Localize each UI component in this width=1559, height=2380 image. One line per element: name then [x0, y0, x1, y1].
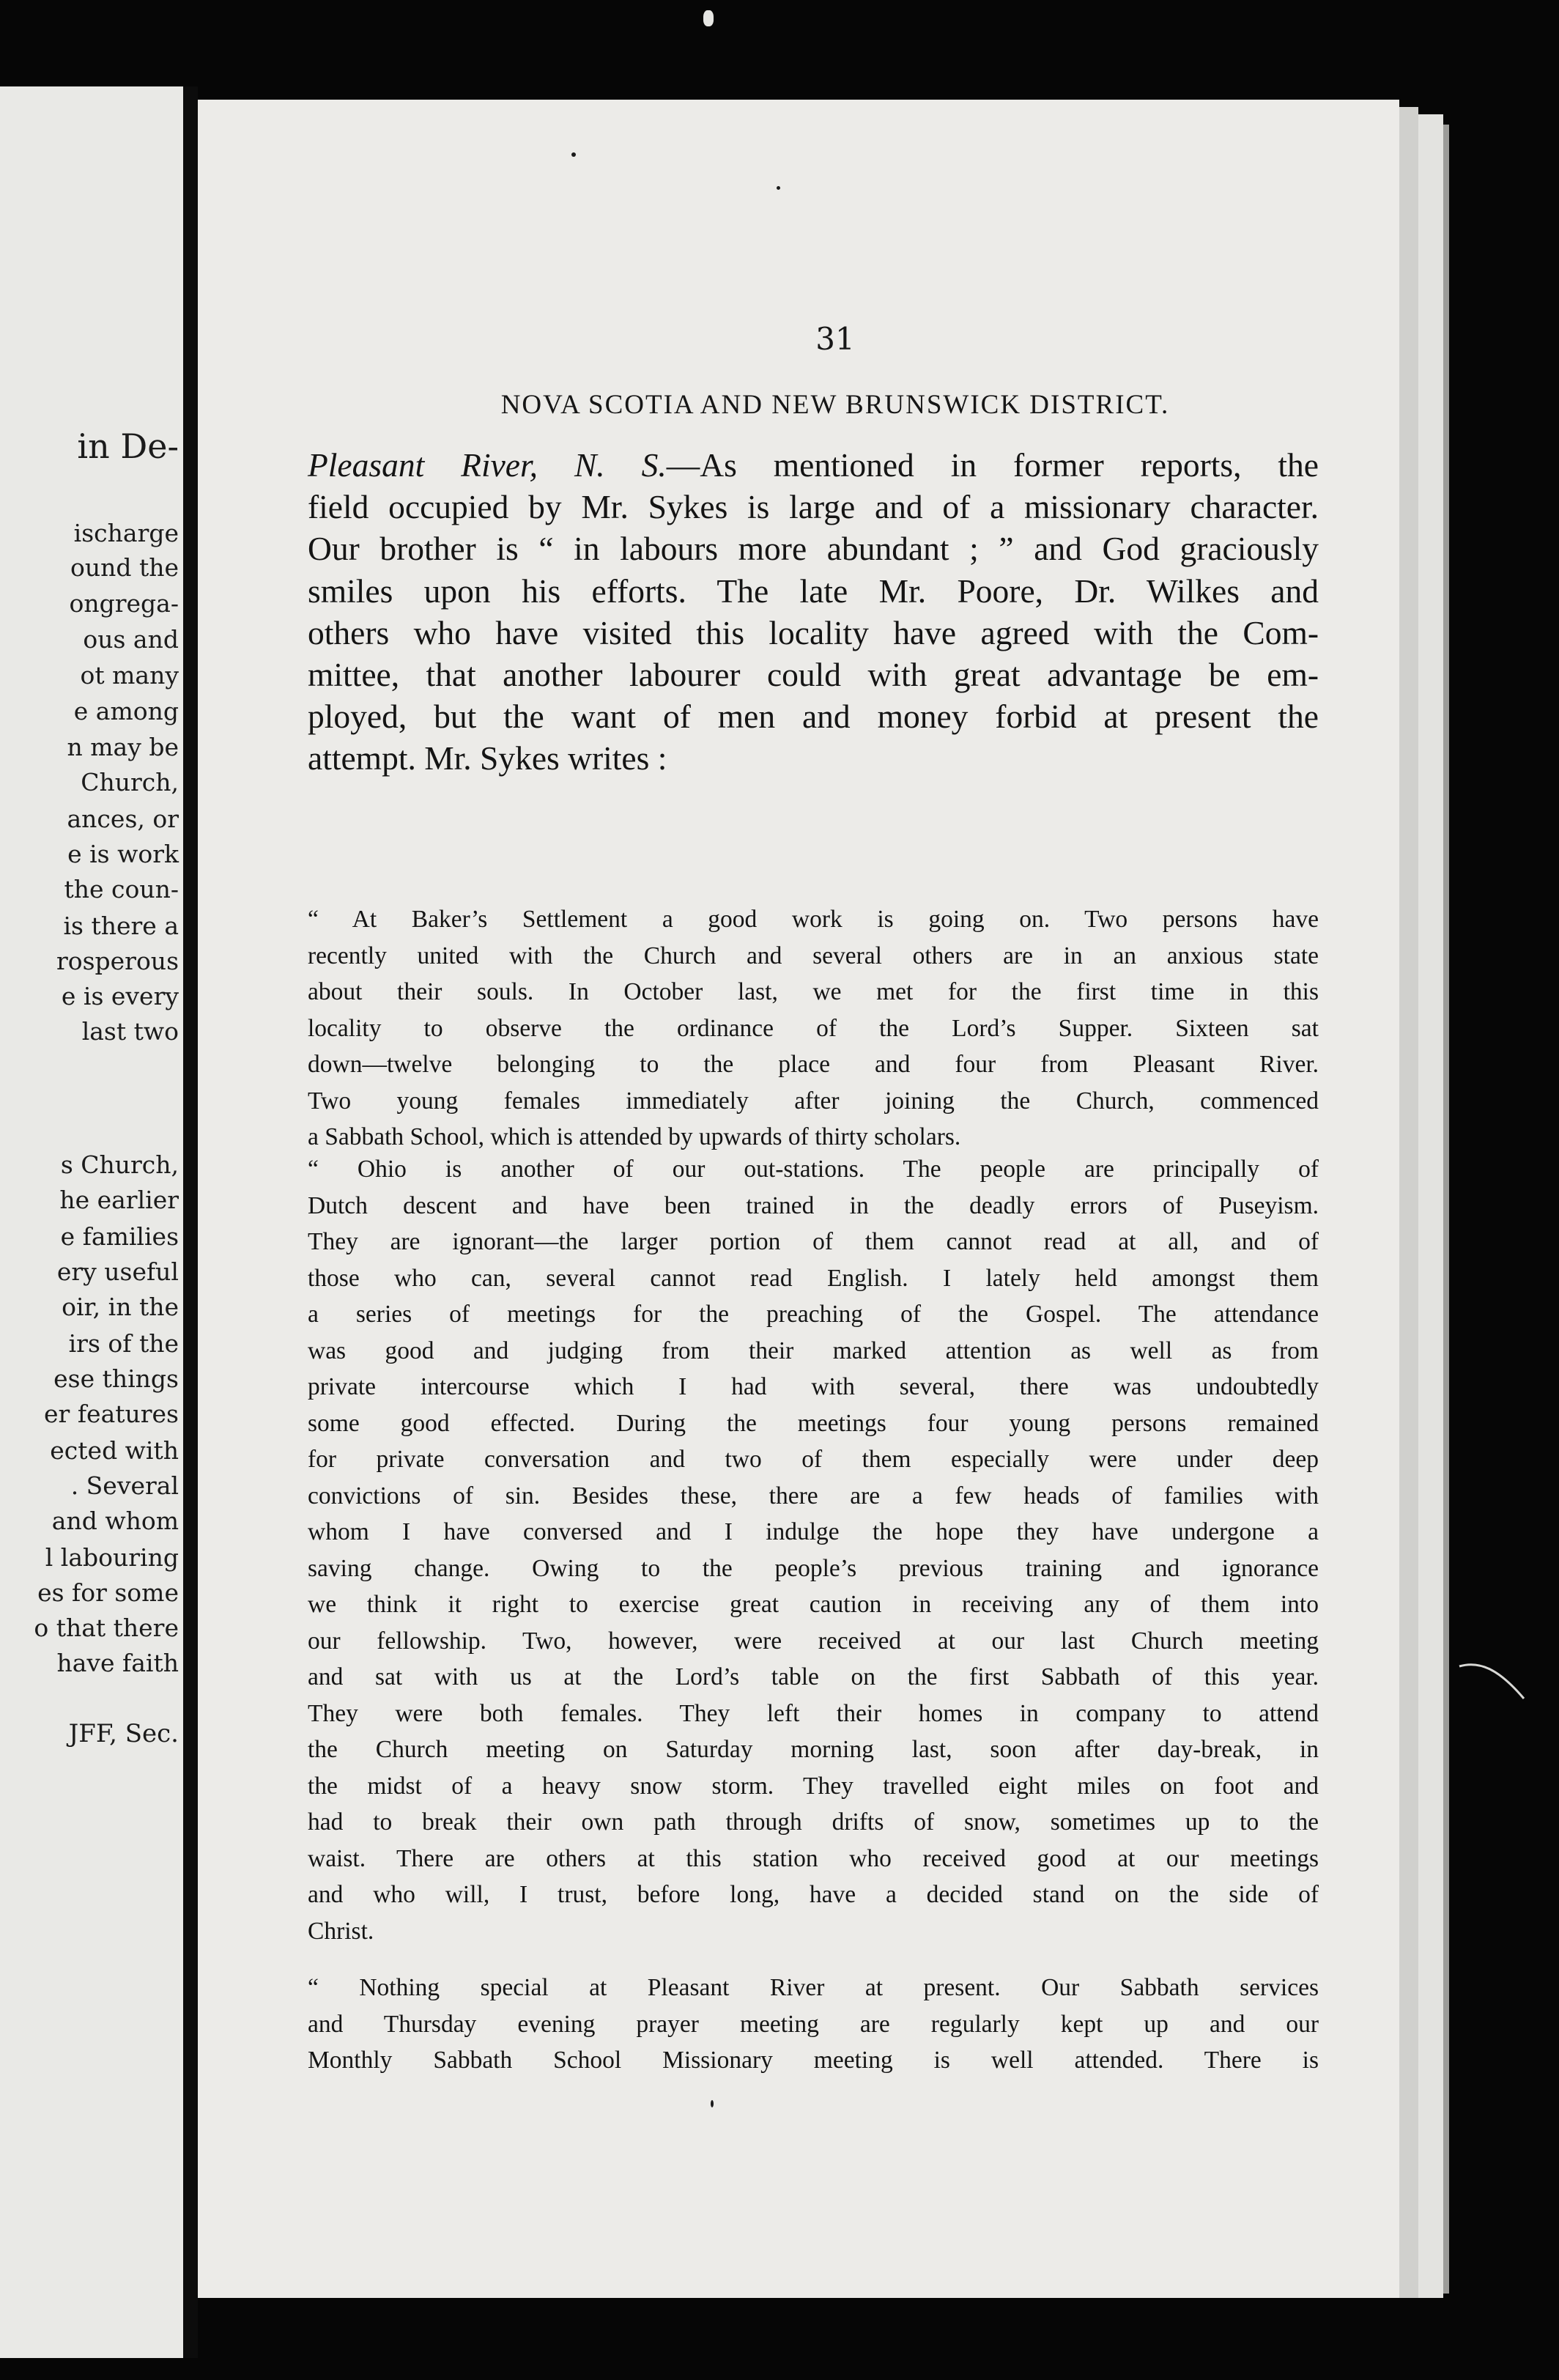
page-stack-edge — [1418, 114, 1443, 2298]
left-fragment: the coun- — [64, 875, 179, 903]
quote-line: our fellowship. Two, however, were received at our last Church meeting — [308, 1627, 1319, 1655]
quote-paragraph-pleasant-river — [308, 1970, 1319, 2079]
left-fragment: o that there — [34, 1614, 179, 1642]
left-fragment: ischarge — [73, 519, 179, 547]
left-fragment: e among — [73, 697, 179, 725]
quote-line: They are ignorant—the larger portion of them cannot read at all, and of — [308, 1228, 1319, 1255]
left-fragment: he earlier — [59, 1186, 179, 1214]
lead-line: attempt. Mr. Sykes writes : — [308, 739, 667, 777]
quote-line: for private conversation and two of them especially were under deep — [308, 1446, 1319, 1473]
lead-line: Pleasant River, N. S.—As mentioned in former reports, the — [308, 446, 1319, 484]
left-fragment: l labouring — [45, 1543, 179, 1572]
left-fragment: er features — [44, 1400, 179, 1428]
left-fragment: rosperous — [56, 947, 179, 975]
lead-line: mittee, that another labourer could with great advantage be em- — [308, 656, 1319, 694]
quote-line: convictions of sin. Besides these, there are a few heads of families with — [308, 1482, 1319, 1509]
book-gutter — [183, 86, 198, 2358]
quote-line: Christ. — [308, 1917, 374, 1945]
left-fragment: es for some — [37, 1578, 179, 1607]
quote-line: saving change. Owing to the people’s previous training and ignorance — [308, 1554, 1319, 1582]
left-fragment: ected with — [50, 1436, 179, 1465]
quote-line: and who will, I trust, before long, have a decided stand on the side of — [308, 1881, 1319, 1908]
left-fragment: and whom — [51, 1507, 179, 1535]
quote-line: They were both females. They left their homes in company to attend — [308, 1699, 1319, 1727]
quote-line: “ At Baker’s Settlement a good work is going on. Two persons have — [308, 906, 1319, 933]
left-fragment: oir, in the — [62, 1293, 179, 1321]
quote-line: whom I have conversed and I indulge the hope they have undergone a — [308, 1518, 1319, 1545]
left-fragment: n may be — [67, 733, 179, 761]
scan-speck — [711, 2100, 714, 2107]
scan-speck — [571, 152, 576, 157]
quote-line: “ Ohio is another of our out-stations. The people are principally of — [308, 1156, 1319, 1183]
quote-line: about their souls. In October last, we met for the first time in this — [308, 978, 1319, 1005]
left-fragment: ongrega- — [69, 589, 179, 618]
quote-line: we think it right to exercise great caution in receiving any of them into — [308, 1591, 1319, 1618]
left-fragment: ound the — [70, 553, 179, 582]
lead-line: ployed, but the want of men and money forbid at present the — [308, 698, 1319, 736]
quote-line: had to break their own path through drifts of snow, sometimes up to the — [308, 1808, 1319, 1836]
left-fragment: Church, — [81, 768, 179, 797]
quote-line: down—twelve belonging to the place and four from Pleasant River. — [308, 1051, 1319, 1078]
document-page — [198, 100, 1399, 2298]
quote-line: Dutch descent and have been trained in the deadly errors of Puseyism. — [308, 1191, 1319, 1219]
quote-line: recently united with the Church and several others are in an anxious state — [308, 942, 1319, 969]
left-fragment: ous and — [83, 625, 179, 654]
left-fragment: ery useful — [56, 1257, 179, 1286]
lead-line: smiles upon his efforts. The late Mr. Poore, Dr. Wilkes and — [308, 572, 1319, 610]
quote-paragraph-ohio — [308, 1151, 1319, 1949]
left-fragment-signature: JFF, Sec. — [68, 1719, 179, 1748]
lead-paragraph — [308, 444, 1319, 780]
section-heading: NOVA SCOTIA AND NEW BRUNSWICK DISTRICT. — [500, 390, 1170, 420]
left-fragment: s Church, — [60, 1150, 179, 1179]
lead-line: Our brother is “ in labours more abundant ; ” and God graciously — [308, 530, 1319, 568]
left-fragment: in De- — [77, 426, 179, 466]
quote-paragraph-bakers-settlement — [308, 901, 1319, 1156]
left-fragment: last two — [81, 1017, 179, 1046]
quote-line: some good effected. During the meetings four young persons remained — [308, 1409, 1319, 1437]
quote-line: locality to observe the ordinance of the Lord’s Supper. Sixteen sat — [308, 1014, 1319, 1042]
left-fragment: . Several — [70, 1471, 179, 1500]
left-fragment: ances, or — [67, 805, 179, 833]
quote-line: a series of meetings for the preaching of the Gospel. The attendance — [308, 1301, 1319, 1328]
quote-line: those who can, several cannot read English. I lately held amongst them — [308, 1264, 1319, 1292]
quote-line: waist. There are others at this station who received good at our meetings — [308, 1844, 1319, 1872]
page-number: 31 — [815, 321, 855, 357]
quote-line: private intercourse which I had with several, there was undoubtedly — [308, 1373, 1319, 1400]
scan-speck — [703, 10, 714, 26]
lead-line: others who have visited this locality have agreed with the Com- — [308, 613, 1319, 651]
place-name: Pleasant River, N. S. — [308, 446, 667, 484]
previous-page-edge — [0, 86, 183, 2358]
lead-line: field occupied by Mr. Sykes is large and of a missionary character. — [308, 488, 1319, 526]
page-stack-edge-dark — [1443, 125, 1449, 2294]
left-fragment: e is every — [61, 982, 179, 1010]
quote-line: Monthly Sabbath School Missionary meeting is well attended. There is — [308, 2047, 1319, 2074]
quote-line: the midst of a heavy snow storm. They travelled eight miles on foot and — [308, 1772, 1319, 1800]
quote-line: and sat with us at the Lord’s table on the first Sabbath of this year. — [308, 1663, 1319, 1690]
quote-line: “ Nothing special at Pleasant River at present. Our Sabbath services — [308, 1974, 1319, 2001]
quote-line: Two young females immediately after joining the Church, commenced — [308, 1087, 1319, 1115]
page-edge-shadow — [1399, 107, 1418, 2298]
left-fragment: e families — [60, 1222, 179, 1251]
scan-speck — [777, 186, 780, 190]
left-fragment: ot many — [80, 661, 179, 690]
quote-line: was good and judging from their marked attention as well as from — [308, 1337, 1319, 1364]
quote-line: the Church meeting on Saturday morning last, soon after day-break, in — [308, 1736, 1319, 1763]
left-fragment: ese things — [53, 1364, 179, 1393]
scan-scratch — [1458, 1658, 1528, 1701]
left-fragment: have faith — [56, 1649, 179, 1677]
left-fragment: e is work — [67, 840, 179, 868]
quote-line: a Sabbath School, which is attended by upwards of thirty scholars. — [308, 1123, 961, 1150]
left-fragment: is there a — [63, 912, 179, 940]
left-fragment: irs of the — [68, 1329, 179, 1358]
quote-line: and Thursday evening prayer meeting are regularly kept up and our — [308, 2010, 1319, 2038]
